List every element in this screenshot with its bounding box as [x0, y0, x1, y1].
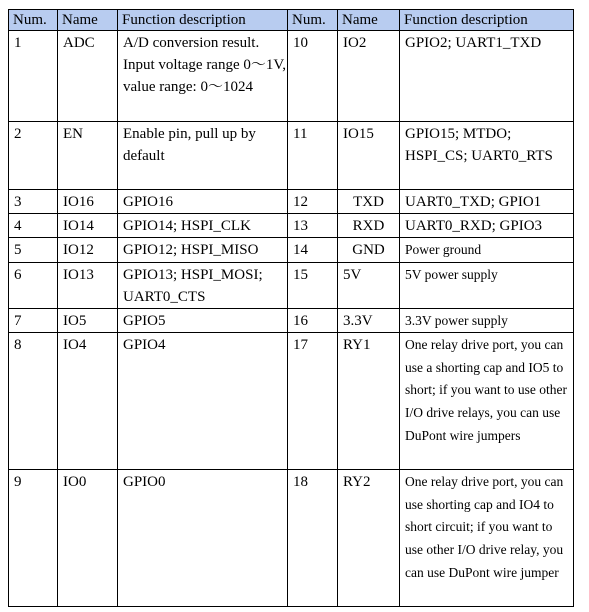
pin-name: IO16 — [58, 190, 118, 214]
pin-num: 15 — [288, 262, 338, 308]
pin-num: 13 — [288, 214, 338, 238]
pin-description: GPIO15; MTDO; HSPI_CS; UART0_RTS — [400, 122, 574, 190]
header-name-right: Name — [338, 10, 400, 31]
pin-description: GPIO12; HSPI_MISO — [118, 238, 288, 263]
pin-description: 3.3V power supply — [400, 308, 574, 333]
pin-description: GPIO5 — [118, 308, 288, 333]
pin-name: IO14 — [58, 214, 118, 238]
table-row — [9, 333, 574, 470]
pin-description: GPIO16 — [118, 190, 288, 214]
pin-name: ADC — [58, 31, 118, 122]
pin-num: 18 — [288, 470, 338, 607]
pin-description: One relay drive port, you can use shorting cap and IO4 to short circuit; if you want to use other I/O drive relay, you can use DuPont wire jumper — [400, 470, 574, 607]
pin-num: 14 — [288, 238, 338, 263]
table-row — [9, 470, 574, 607]
pin-description: GPIO4 — [118, 333, 288, 470]
pin-name: IO15 — [338, 122, 400, 190]
table-row — [9, 122, 574, 190]
pin-description: 5V power supply — [400, 262, 574, 308]
pin-description: GPIO14; HSPI_CLK — [118, 214, 288, 238]
pin-num: 6 — [9, 262, 58, 308]
pin-name: IO0 — [58, 470, 118, 607]
table-row — [9, 308, 574, 333]
pin-name: IO5 — [58, 308, 118, 333]
pin-name: RY1 — [338, 333, 400, 470]
header-num-right: Num. — [288, 10, 338, 31]
table-row — [9, 262, 574, 308]
pin-num: 16 — [288, 308, 338, 333]
header-function-right: Function description — [400, 10, 574, 31]
pin-num: 7 — [9, 308, 58, 333]
table-row — [9, 190, 574, 214]
pin-num: 1 — [9, 31, 58, 122]
pin-num: 10 — [288, 31, 338, 122]
pin-num: 4 — [9, 214, 58, 238]
pin-name: RXD — [338, 214, 400, 238]
pin-description: GPIO0 — [118, 470, 288, 607]
pin-name: GND — [338, 238, 400, 263]
header-name-left: Name — [58, 10, 118, 31]
pin-description: A/D conversion result. Input voltage range 0～1V, value range: 0～1024 — [118, 31, 288, 122]
table-row — [9, 238, 574, 263]
pin-num: 11 — [288, 122, 338, 190]
pin-description: One relay drive port, you can use a shorting cap and IO5 to short; if you want to use other I/O drive relays, you can use DuPont wire jumpers — [400, 333, 574, 470]
table-row — [9, 214, 574, 238]
pin-description: Enable pin, pull up by default — [118, 122, 288, 190]
table-header-row — [9, 10, 574, 31]
pin-description: Power ground — [400, 238, 574, 263]
header-num-left: Num. — [9, 10, 58, 31]
pin-name: RY2 — [338, 470, 400, 607]
pin-num: 2 — [9, 122, 58, 190]
pin-name: IO12 — [58, 238, 118, 263]
pin-num: 8 — [9, 333, 58, 470]
pin-description: GPIO13; HSPI_MOSI; UART0_CTS — [118, 262, 288, 308]
pin-num: 12 — [288, 190, 338, 214]
pin-num: 3 — [9, 190, 58, 214]
header-function-left: Function description — [118, 10, 288, 31]
pin-name: 5V — [338, 262, 400, 308]
pin-name: 3.3V — [338, 308, 400, 333]
pin-name: IO2 — [338, 31, 400, 122]
pin-num: 17 — [288, 333, 338, 470]
pin-name: TXD — [338, 190, 400, 214]
table-row — [9, 31, 574, 122]
pin-function-table — [8, 9, 574, 607]
pin-num: 5 — [9, 238, 58, 263]
pin-name: IO13 — [58, 262, 118, 308]
pin-name: IO4 — [58, 333, 118, 470]
pin-description: UART0_RXD; GPIO3 — [400, 214, 574, 238]
pin-description: GPIO2; UART1_TXD — [400, 31, 574, 122]
pin-name: EN — [58, 122, 118, 190]
pin-description: UART0_TXD; GPIO1 — [400, 190, 574, 214]
pin-num: 9 — [9, 470, 58, 607]
